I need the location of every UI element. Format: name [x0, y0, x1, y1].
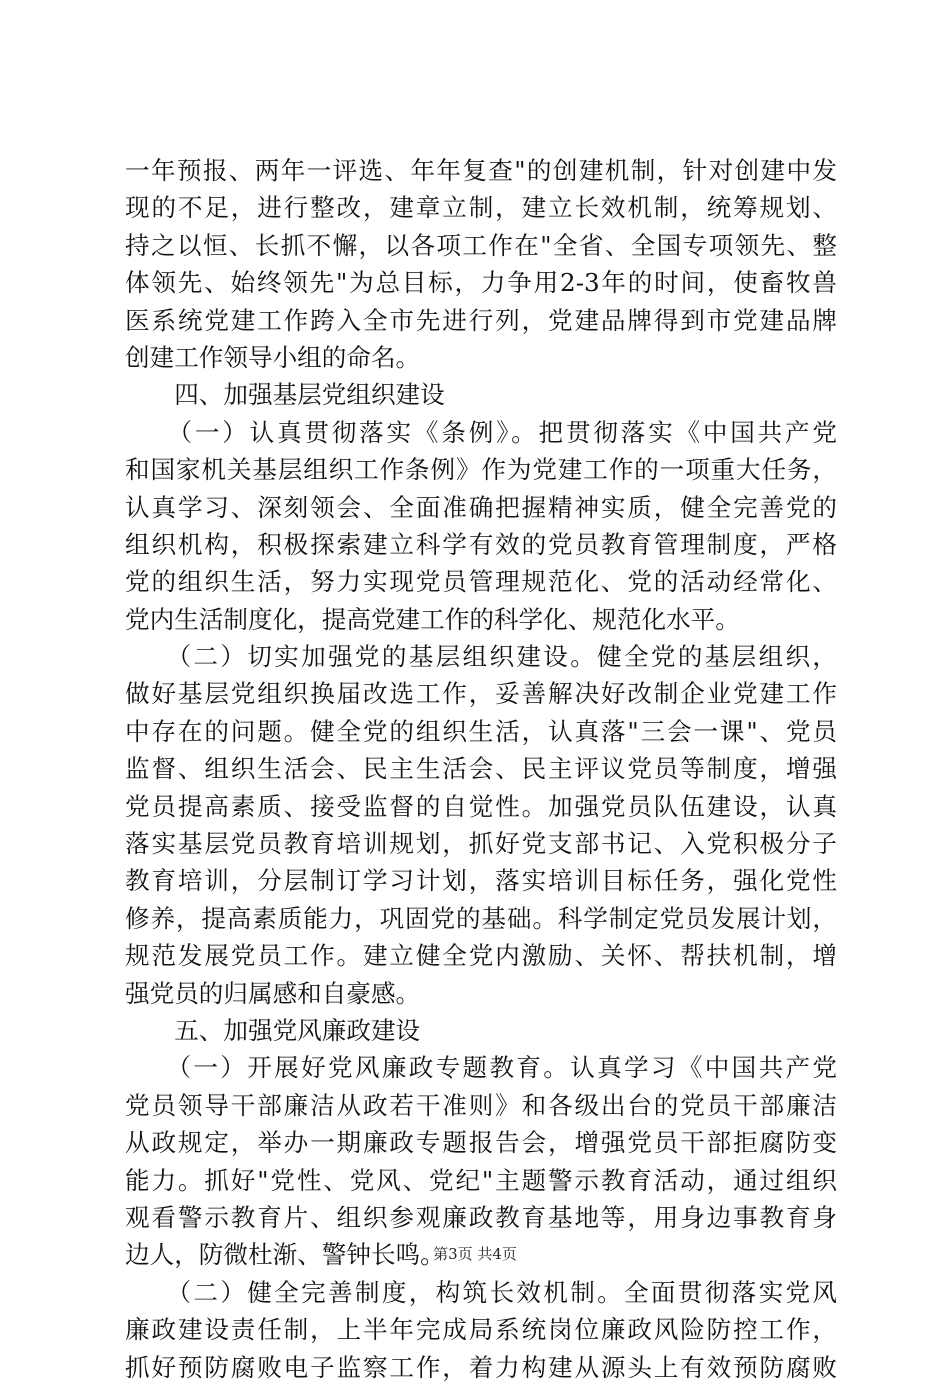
text-line: 从政规定，举办一期廉政专题报告会，增强党员干部拒腐防变	[125, 1128, 837, 1158]
text-line: 现的不足，进行整改，建章立制，建立长效机制，统筹规划、	[125, 193, 837, 223]
text-line: 持之以恒、长抓不懈，以各项工作在"全省、全国专项领先、整	[125, 230, 837, 260]
text-line: 落实基层党员教育培训规划，抓好党支部书记、入党积极分子	[125, 829, 837, 859]
text-line: 和国家机关基层组织工作条例》作为党建工作的一项重大任务，	[125, 455, 837, 485]
text-line: （一）开展好党风廉政专题教育。认真学习《中国共产党	[125, 1053, 837, 1083]
text-line: 党员领导干部廉洁从政若干准则》和各级出台的党员干部廉洁	[125, 1090, 837, 1120]
text-line: 体领先、始终领先"为总目标，力争用2-3年的时间，使畜牧兽	[125, 268, 837, 298]
page-number-footer: 第3页 共4页	[433, 1245, 517, 1263]
section-heading: 四、加强基层党组织建设	[125, 380, 445, 410]
text-line: 能力。抓好"党性、党风、党纪"主题警示教育活动，通过组织	[125, 1165, 837, 1195]
text-line: 抓好预防腐败电子监察工作，着力构建从源头上有效预防腐败	[125, 1352, 837, 1382]
text-line: （二）健全完善制度，构筑长效机制。全面贯彻落实党风	[125, 1277, 837, 1307]
text-line: 中存在的问题。健全党的组织生活，认真落"三会一课"、党员	[125, 716, 837, 746]
text-line: 创建工作领导小组的命名。	[125, 342, 421, 372]
text-line: 强党员的归属感和自豪感。	[125, 978, 421, 1008]
text-line: 边人，防微杜渐、警钟长鸣。	[125, 1240, 445, 1270]
text-line: 做好基层党组织换届改选工作，妥善解决好改制企业党建工作	[125, 679, 837, 709]
text-line: 党内生活制度化，提高党建工作的科学化、规范化水平。	[125, 604, 740, 634]
text-line: 廉政建设责任制，上半年完成局系统岗位廉政风险防控工作，	[125, 1315, 837, 1345]
text-line: （一）认真贯彻落实《条例》。把贯彻落实《中国共产党	[125, 417, 837, 447]
text-line: 认真学习、深刻领会、全面准确把握精神实质，健全完善党的	[125, 492, 837, 522]
body-text	[125, 152, 837, 1386]
text-line: 组织机构，积极探索建立科学有效的党员教育管理制度，严格	[125, 529, 837, 559]
text-line: 修养，提高素质能力，巩固党的基础。科学制定党员发展计划，	[125, 903, 837, 933]
text-line: 党的组织生活，努力实现党员管理规范化、党的活动经常化、	[125, 567, 837, 597]
text-line: （二）切实加强党的基层组织建设。健全党的基层组织，	[125, 642, 837, 672]
text-line: 党员提高素质、接受监督的自觉性。加强党员队伍建设，认真	[125, 791, 837, 821]
text-line: 医系统党建工作跨入全市先进行列，党建品牌得到市党建品牌	[125, 305, 837, 335]
text-line: 监督、组织生活会、民主生活会、民主评议党员等制度，增强	[125, 754, 837, 784]
text-line: 一年预报、两年一评选、年年复查"的创建机制，针对创建中发	[125, 156, 837, 185]
section-heading: 五、加强党风廉政建设	[125, 1015, 421, 1045]
text-line: 观看警示教育片、组织参观廉政教育基地等，用身边事教育身	[125, 1202, 837, 1232]
text-line: 教育培训，分层制订学习计划，落实培训目标任务，强化党性	[125, 866, 837, 896]
text-line: 规范发展党员工作。建立健全党内激励、关怀、帮扶机制，增	[125, 941, 837, 971]
